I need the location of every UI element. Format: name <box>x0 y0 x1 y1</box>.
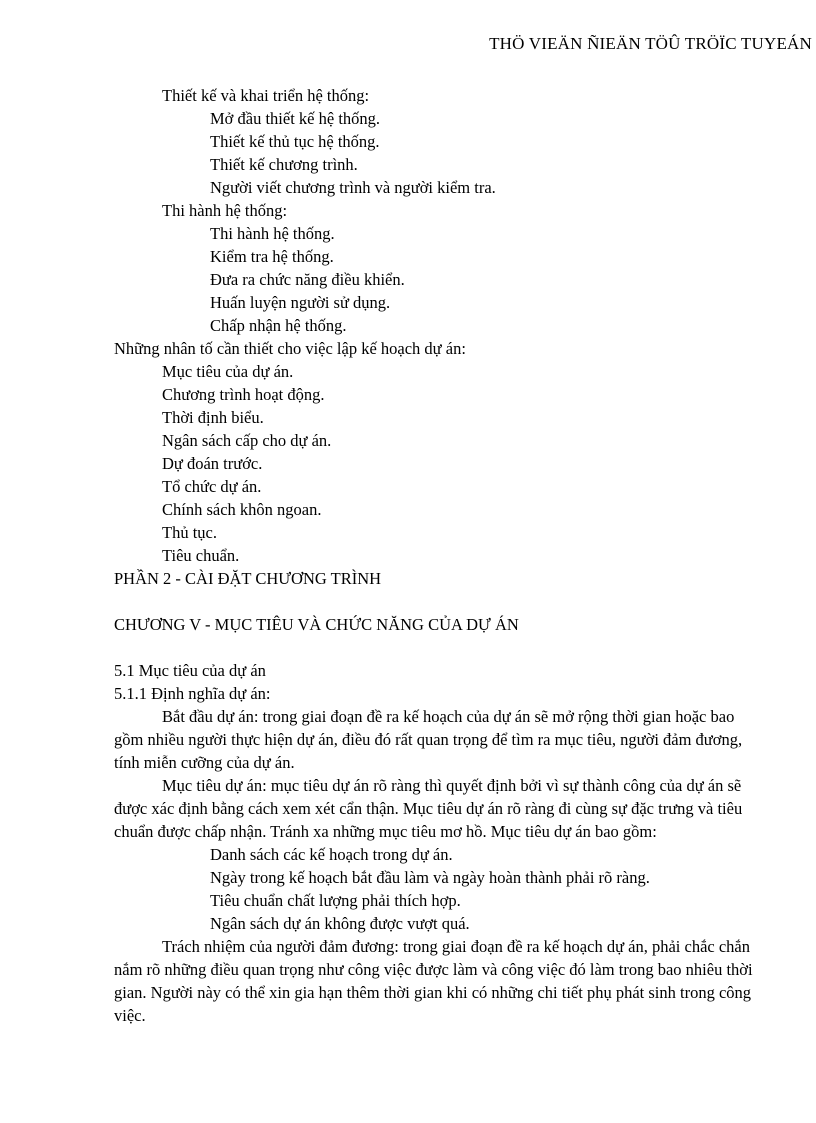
document-body <box>114 84 754 1027</box>
chapter-title: CHƯƠNG V - MỤC TIÊU VÀ CHỨC NĂNG CỦA DỰ ÁN <box>114 615 519 634</box>
list-item: Ngân sách cấp cho dự án. <box>162 431 332 450</box>
planning-factors-heading: Những nhân tố cần thiết cho việc lập kế hoạch dự án: <box>114 339 466 358</box>
list-item: Ngân sách dự án không được vượt quá. <box>210 914 470 933</box>
execution-heading: Thi hành hệ thống: <box>162 201 288 220</box>
list-item: Thiết kế thủ tục hệ thống. <box>210 132 380 151</box>
list-item: Chương trình hoạt động. <box>162 385 325 404</box>
list-item: Tiêu chuẩn chất lượng phải thích hợp. <box>210 891 461 910</box>
paragraph-responsibility: Trách nhiệm của người đảm đương: trong giai đoạn đề ra kế hoạch dự án, phải chắc chắn nắm rõ những điều quan trọng như công việc được làm và công việc đó làm trong bao nhiêu thời gian. Người này có thể xin gia hạn thêm thời gian khi có những chi tiết phụ phát sinh trong công việc. <box>114 937 753 1025</box>
list-item: Kiểm tra hệ thống. <box>210 247 334 266</box>
list-item: Mở đầu thiết kế hệ thống. <box>210 109 381 128</box>
list-item: Thiết kế chương trình. <box>210 155 358 174</box>
list-item: Chính sách khôn ngoan. <box>162 500 322 519</box>
list-item: Thi hành hệ thống. <box>210 224 335 243</box>
list-item: Đưa ra chức năng điều khiển. <box>210 270 405 289</box>
list-item: Huấn luyện người sử dụng. <box>210 293 391 312</box>
paragraph-project-start: Bắt đầu dự án: trong giai đoạn đề ra kế hoạch của dự án sẽ mở rộng thời gian hoặc bao gồm nhiều người thực hiện dự án, điều đó rất quan trọng để tìm ra mục tiêu, người đảm đương, tính miễn cưỡng của dự án. <box>114 707 743 772</box>
design-heading: Thiết kế và khai triển hệ thống: <box>162 86 370 105</box>
list-item: Thủ tục. <box>162 523 217 542</box>
list-item: Dự đoán trước. <box>162 454 263 473</box>
list-item: Tổ chức dự án. <box>162 477 262 496</box>
list-item: Chấp nhận hệ thống. <box>210 316 347 335</box>
list-item: Mục tiêu của dự án. <box>162 362 294 381</box>
list-item: Ngày trong kế hoạch bắt đầu làm và ngày hoàn thành phải rõ ràng. <box>210 868 650 887</box>
part-title: PHẦN 2 - CÀI ĐẶT CHƯƠNG TRÌNH <box>114 569 382 588</box>
list-item: Người viết chương trình và người kiểm tra. <box>210 178 496 197</box>
list-item: Tiêu chuẩn. <box>162 546 240 565</box>
list-item: Danh sách các kế hoạch trong dự án. <box>210 845 453 864</box>
paragraph-project-goals: Mục tiêu dự án: mục tiêu dự án rõ ràng thì quyết định bởi vì sự thành công của dự án sẽ được xác định bằng cách xem xét cẩn thận. Mục tiêu dự án rõ ràng đi cùng sự đặc trưng và tiêu chuẩn được chấp nhận. Tránh xa những mục tiêu mơ hồ. Mục tiêu dự án bao gồm: <box>114 776 743 841</box>
list-item: Thời định biểu. <box>162 408 264 427</box>
subsection-title: 5.1.1 Định nghĩa dự án: <box>114 684 271 703</box>
page-header: THÖ VIEÄN ÑIEÄN TÖÛ TRÖÏC TUYEÁN <box>489 34 812 53</box>
section-title: 5.1 Mục tiêu của dự án <box>114 661 266 680</box>
